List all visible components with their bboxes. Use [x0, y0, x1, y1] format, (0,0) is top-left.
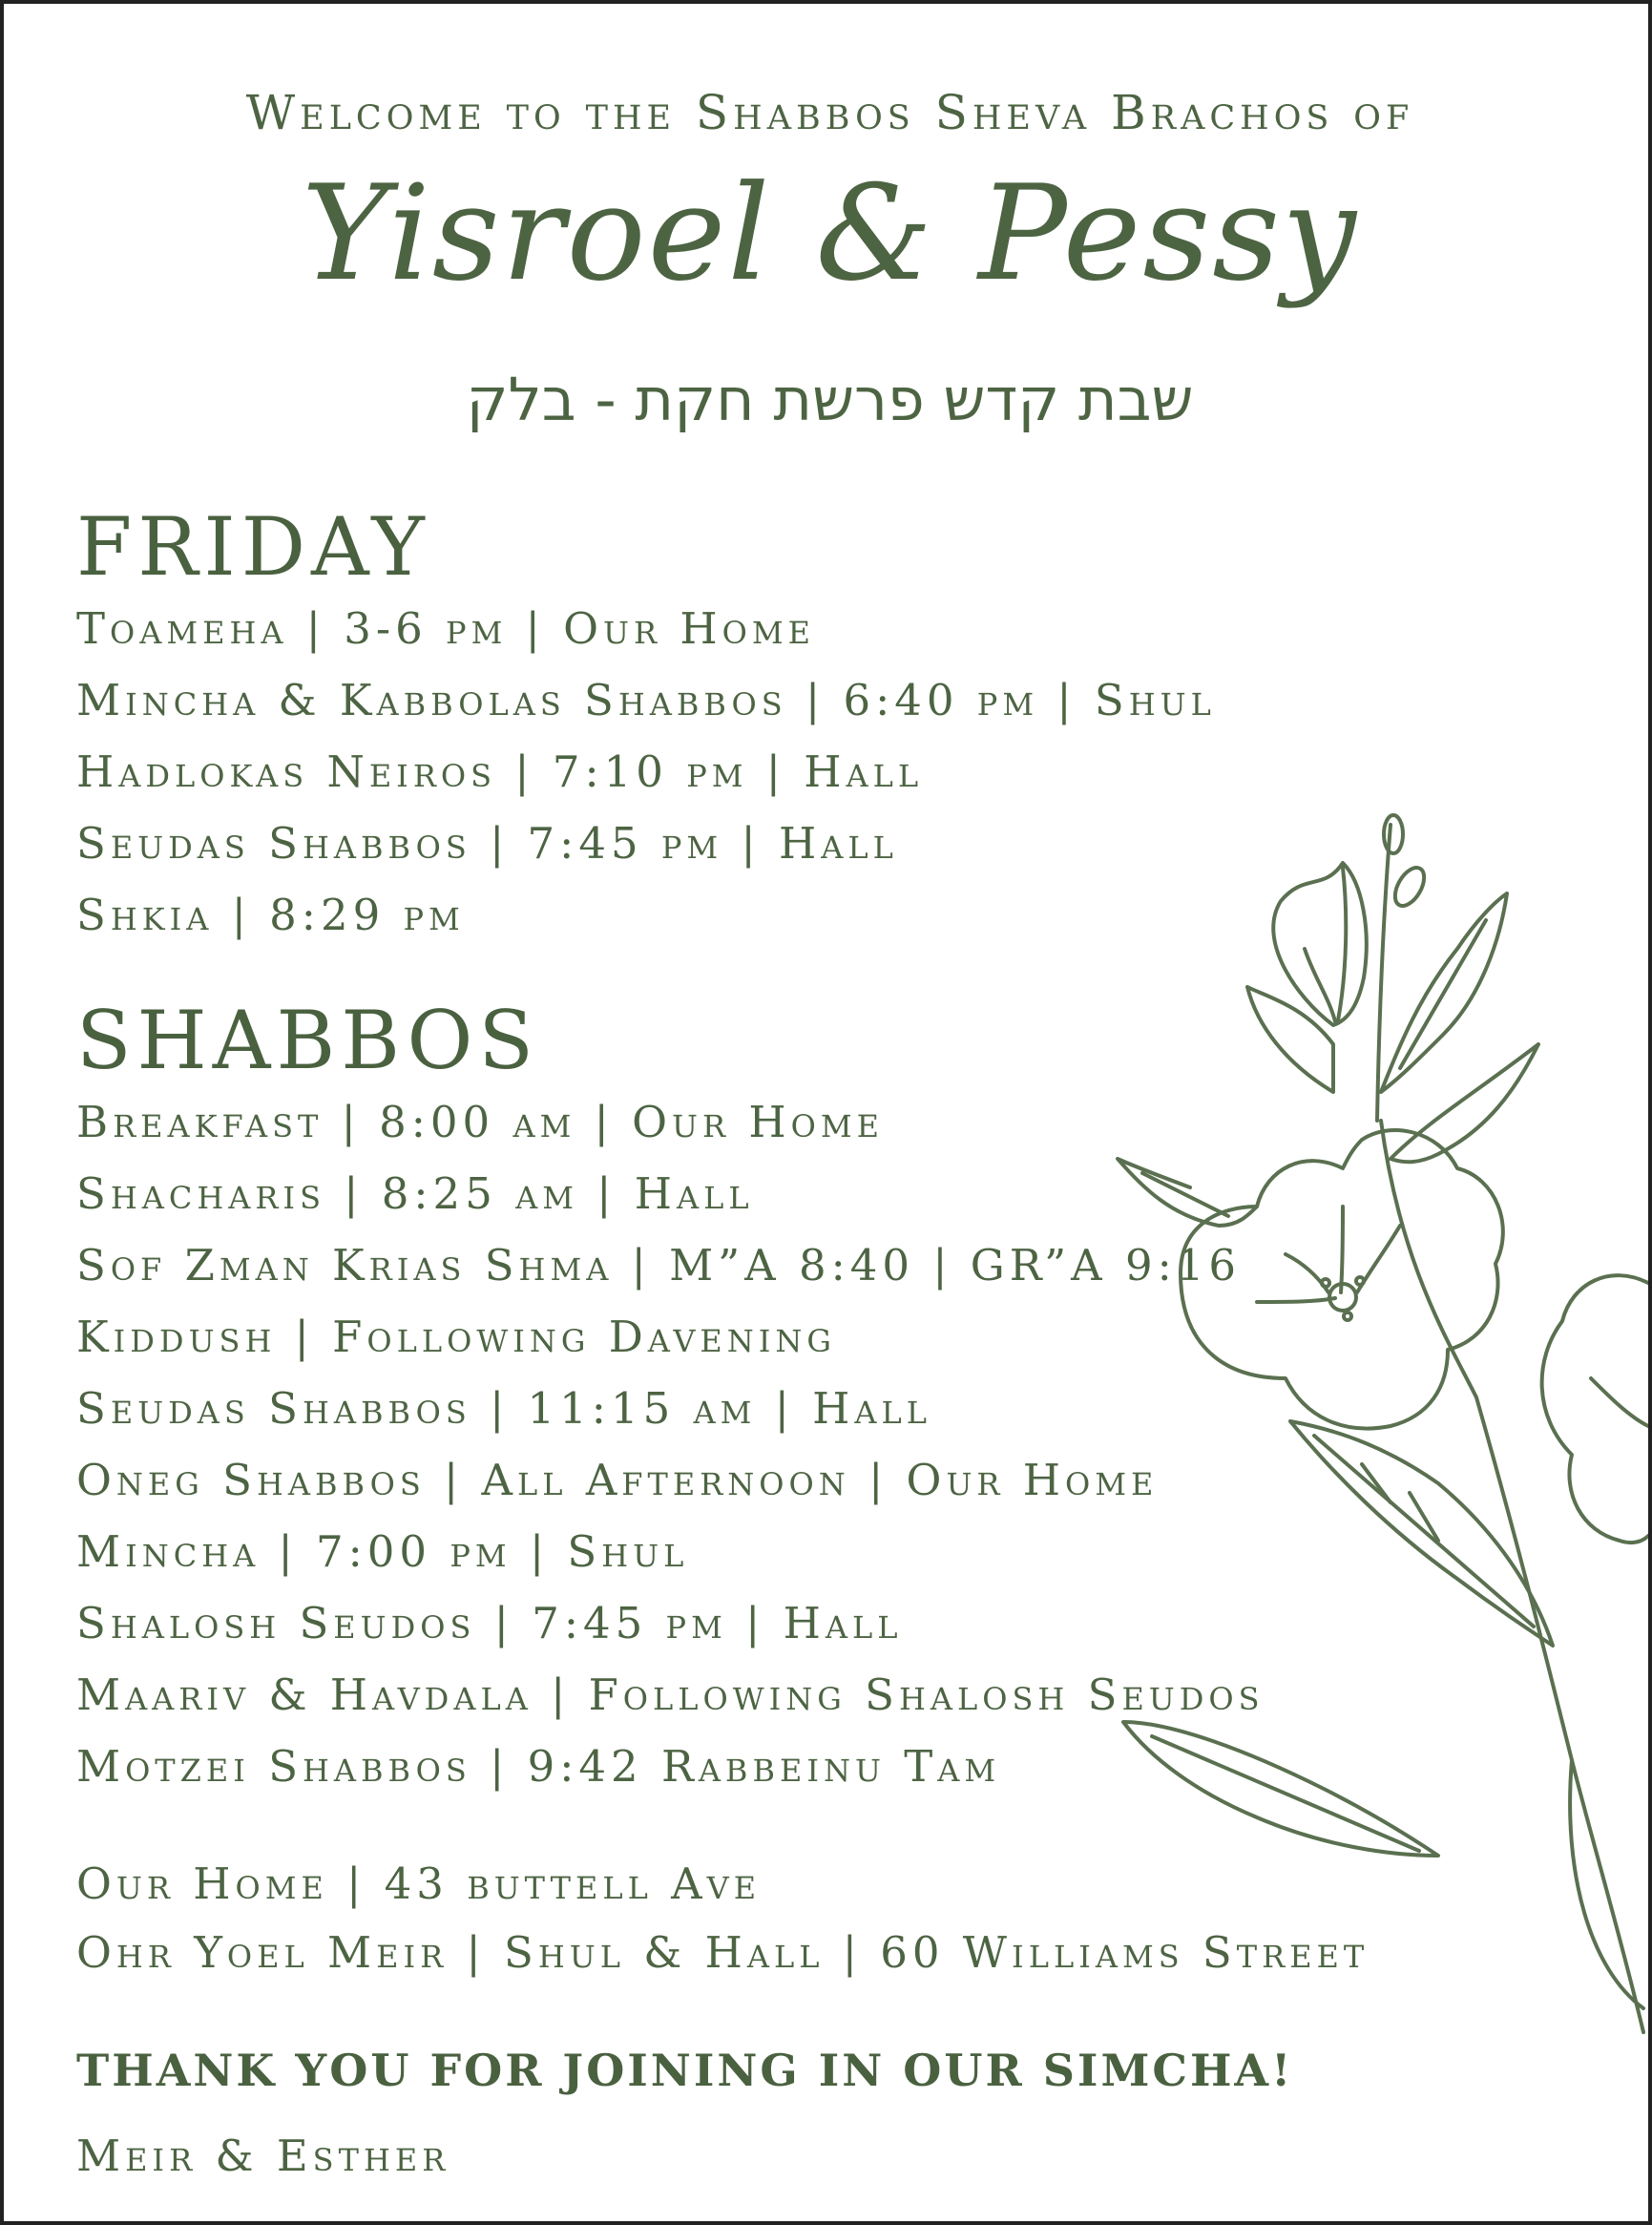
schedule-item: Mincha | 7:00 pm | Shul: [76, 1526, 689, 1577]
welcome-heading: Welcome to the Shabbos Sheva Brachos of: [245, 85, 1414, 140]
location-home: Our Home | 43 buttell Ave: [76, 1858, 762, 1909]
couple-names: Yisroel & Pessy: [302, 157, 1358, 310]
schedule-item: Hadlokas Neiros | 7:10 pm | Hall: [76, 746, 924, 797]
schedule-item: Shkia | 8:29 pm: [76, 890, 465, 940]
location-shul: Ohr Yoel Meir | Shul & Hall | 60 Williams Street: [76, 1927, 1370, 1978]
schedule-item: Breakfast | 8:00 am | Our Home: [76, 1097, 884, 1147]
schedule-item: Kiddush | Following Davening: [76, 1312, 836, 1362]
schedule-item: Shalosh Seudos | 7:45 pm | Hall: [76, 1598, 903, 1648]
friday-title: FRIDAY: [76, 500, 430, 594]
schedule-item: Maariv & Havdala | Following Shalosh Seudos: [76, 1669, 1265, 1720]
shabbos-title: SHABBOS: [76, 994, 539, 1087]
hebrew-parsha: שבת קדש פרשת חקת - בלק: [466, 365, 1194, 434]
schedule-item: Motzei Shabbos | 9:42 Rabbeinu Tam: [76, 1741, 1001, 1792]
schedule-item: Oneg Shabbos | All Afternoon | Our Home: [76, 1455, 1159, 1505]
signature: Meir & Esther: [76, 2131, 450, 2181]
schedule-item: Toameha | 3-6 pm | Our Home: [76, 603, 815, 654]
schedule-item: Seudas Shabbos | 11:15 am | Hall: [76, 1383, 932, 1434]
schedule-item: Shacharis | 8:25 am | Hall: [76, 1168, 754, 1219]
schedule-item: Seudas Shabbos | 7:45 pm | Hall: [76, 818, 898, 869]
thank-you-message: THANK YOU FOR JOINING IN OUR SIMCHA!: [76, 2045, 1294, 2096]
flower-illustration-icon: [1114, 806, 1648, 2037]
schedule-item: Mincha & Kabbolas Shabbos | 6:40 pm | Shul: [76, 675, 1216, 725]
schedule-item: Sof Zman Krias Shma | M”A 8:40 | GR”A 9:16: [76, 1240, 1242, 1291]
